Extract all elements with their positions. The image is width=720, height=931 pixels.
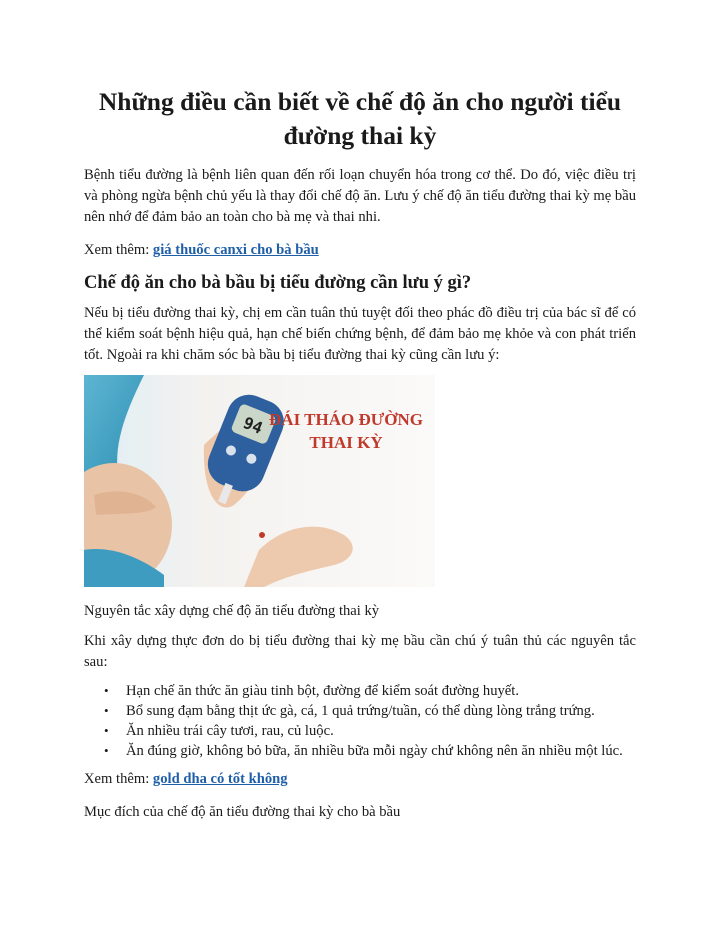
meter-reading: 94 xyxy=(240,413,266,438)
principles-list xyxy=(84,681,636,761)
article-image xyxy=(84,375,435,587)
list-item xyxy=(104,741,636,761)
bullet-icon: • xyxy=(104,743,109,758)
see-also-1 xyxy=(84,240,636,261)
list-item xyxy=(104,701,636,721)
list-item xyxy=(104,681,636,701)
image-caption: Nguyên tắc xây dựng chế độ ăn tiểu đường thai kỳ xyxy=(84,603,380,619)
bullet-icon: • xyxy=(104,703,109,718)
see-also-2-link[interactable]: gold dha có tốt không xyxy=(152,771,288,787)
see-also-1-link[interactable]: giá thuốc canxi cho bà bầu xyxy=(152,242,319,258)
list-item-text: Ăn đúng giờ, không bỏ bữa, ăn nhiều bữa mỗi ngày chứ không nên ăn nhiều một lúc. xyxy=(126,743,623,759)
list-item-text: Hạn chế ăn thức ăn giàu tinh bột, đường để kiểm soát đường huyết. xyxy=(126,683,519,699)
closing-line: Mục đích của chế độ ăn tiểu đường thai kỳ cho bà bầu xyxy=(84,804,401,820)
image-overlay-line2: THAI KỲ xyxy=(309,433,383,452)
bullet-icon: • xyxy=(104,723,109,738)
see-also-2 xyxy=(84,769,636,790)
intro-paragraph: Bệnh tiểu đường là bệnh liên quan đến rối loạn chuyển hóa trong cơ thể. Do đó, việc điều trị và phòng ngừa bệnh chủ yếu là thay đổi chế độ ăn. Lưu ý chế độ ăn tiểu đường thai kỳ mẹ bầu nên nhớ để đảm bảo an toàn cho bà mẹ và thai nhi. xyxy=(84,167,636,225)
see-also-2-prefix: Xem thêm: xyxy=(84,771,150,787)
image-overlay-line1: ĐÁI THÁO ĐƯỜNG xyxy=(269,410,423,429)
list-item-text: Ăn nhiều trái cây tươi, rau, củ luộc. xyxy=(126,723,334,739)
list-item-text: Bổ sung đạm bằng thịt ức gà, cá, 1 quả trứng/tuần, có thể dùng lòng trắng trứng. xyxy=(126,703,595,719)
article-image-illustration xyxy=(84,375,435,587)
bullet-icon: • xyxy=(104,683,109,698)
section-heading: Chế độ ăn cho bà bầu bị tiểu đường cần lưu ý gì? xyxy=(84,273,472,293)
see-also-1-prefix: Xem thêm: xyxy=(84,242,150,258)
page-title: Những điều cần biết về chế độ ăn cho người tiểu đường thai kỳ xyxy=(98,87,622,150)
section-paragraph: Nếu bị tiểu đường thai kỳ, chị em cần tuân thủ tuyệt đối theo phác đồ điều trị của bác sĩ để có thể kiểm soát bệnh hiệu quả, hạn chế biến chứng bệnh, để đảm bảo mẹ khỏe và con phát triển tốt. Ngoài ra khi chăm sóc bà bầu bị tiểu đường thai kỳ cũng cần lưu ý: xyxy=(84,305,636,363)
list-item xyxy=(104,721,636,741)
principles-paragraph: Khi xây dựng thực đơn do bị tiểu đường thai kỳ mẹ bầu cần chú ý tuân thủ các nguyên tắc sau: xyxy=(84,633,636,670)
